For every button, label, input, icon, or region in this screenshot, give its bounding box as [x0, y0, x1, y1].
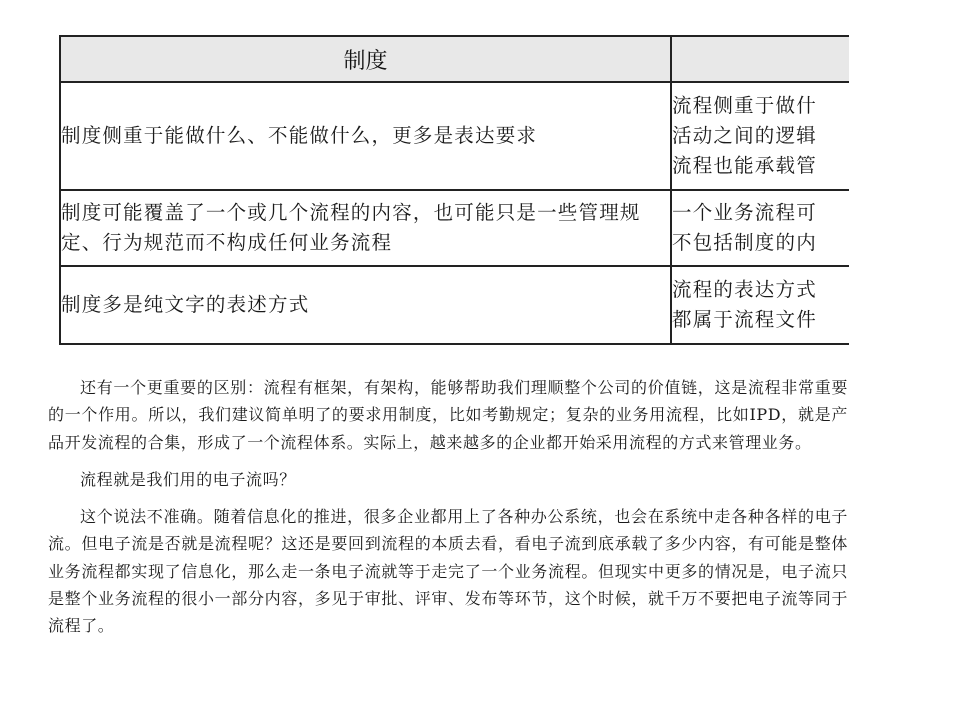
header-cell-system: 制度	[60, 36, 671, 82]
table-cell-right	[671, 190, 849, 266]
table-cell-right	[671, 266, 849, 344]
cell-line: 流程也能承载管	[672, 154, 817, 177]
body-text	[48, 374, 848, 646]
cell-line: 流程侧重于做什	[672, 94, 817, 117]
table-cell-right	[671, 82, 849, 190]
table-row	[60, 82, 849, 190]
header-cell-process	[671, 36, 849, 82]
comparison-table-wrapper	[59, 35, 849, 348]
cell-line: 不包括制度的内	[672, 231, 817, 254]
paragraph: 流程就是我们用的电子流吗？	[80, 469, 296, 489]
table-cell-left: 制度侧重于能做什么、不能做什么，更多是表达要求	[60, 82, 671, 190]
table-cell-left: 制度可能覆盖了一个或几个流程的内容，也可能只是一些管理规定、行为规范而不构成任何业务流程	[60, 190, 671, 266]
table-cell-left: 制度多是纯文字的表述方式	[60, 266, 671, 344]
paragraph: 这个说法不准确。随着信息化的推进，很多企业都用上了各种办公系统，也会在系统中走各种各样的电子流。但电子流是否就是流程呢？这还是要回到流程的本质去看，看电子流到底承载了多少内容，有可能是整体业务流程都实现了信息化，那么走一条电子流就等于走完了一个业务流程。但现实中更多的情况是，电子流只是整个业务流程的很小一部分内容，多见于审批、评审、发布等环节，这个时候，就千万不要把电子流等同于流程了。	[48, 507, 848, 636]
table-row	[60, 266, 849, 344]
cell-line: 都属于流程文件	[672, 308, 817, 331]
cell-line: 活动之间的逻辑	[672, 124, 817, 147]
table-row	[60, 190, 849, 266]
comparison-table	[59, 35, 849, 345]
cell-line: 流程的表达方式	[672, 278, 817, 301]
paragraph: 还有一个更重要的区别：流程有框架，有架构，能够帮助我们理顺整个公司的价值链，这是流程非常重要的一个作用。所以，我们建议简单明了的要求用制度，比如考勤规定；复杂的业务用流程，比如IPD，就是产品开发流程的合集，形成了一个流程体系。实际上，越来越多的企业都开始采用流程的方式来管理业务。	[48, 378, 848, 452]
cell-line: 一个业务流程可	[672, 201, 817, 224]
table-header-row	[60, 36, 849, 82]
